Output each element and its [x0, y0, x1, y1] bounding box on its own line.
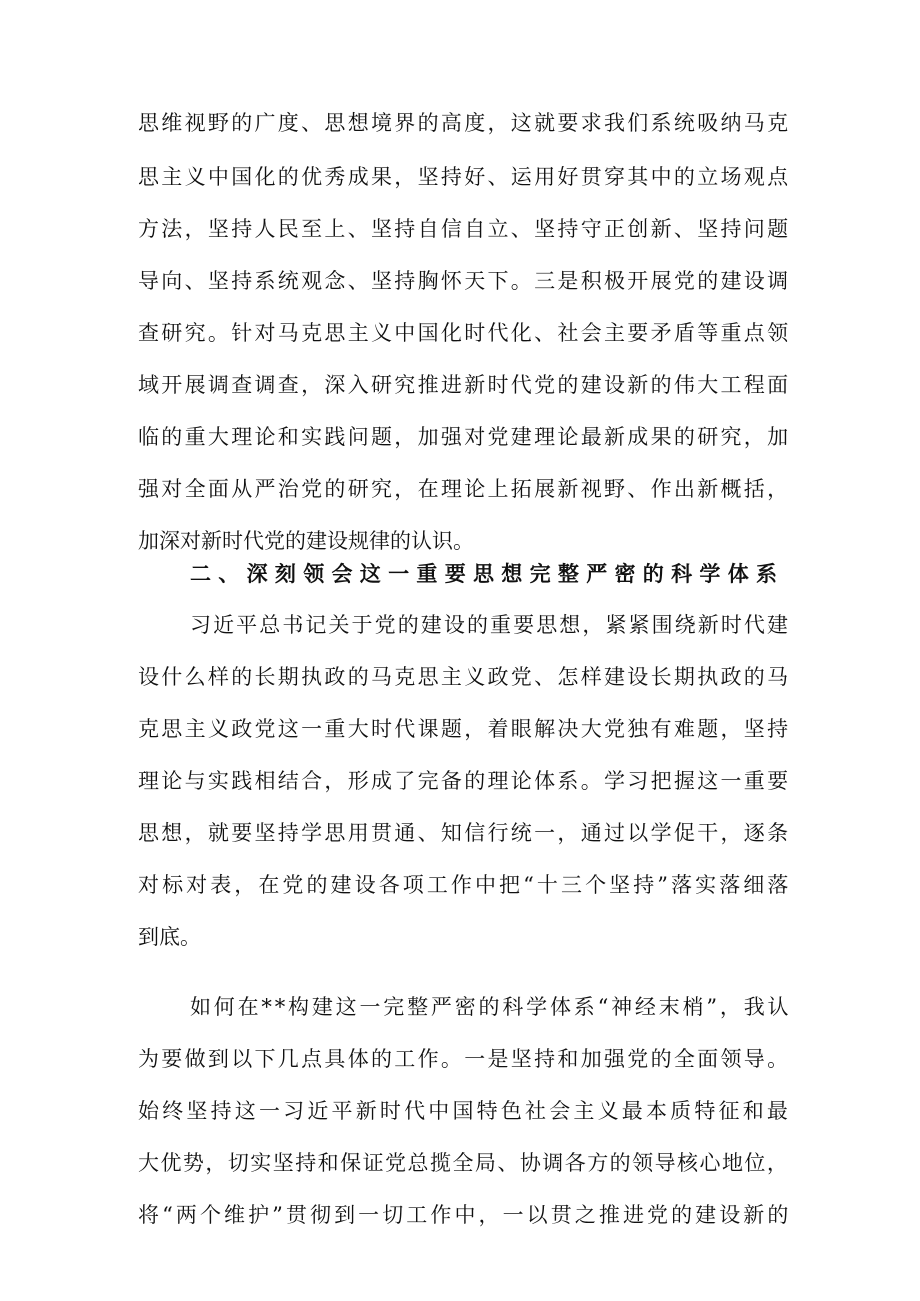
text-line: 始终坚持这一习近平新时代中国特色社会主义最本质特征和最	[138, 1099, 792, 1123]
text-line: 到底。	[138, 925, 201, 949]
text-line: 大优势，切实坚持和保证党总揽全局、协调各方的领导核心地位，	[138, 1151, 790, 1175]
text-line: 加深对新时代党的建设规律的认识。	[138, 529, 474, 553]
text-line: 设什么样的长期执政的马克思主义政党、怎样建设长期执政的马	[138, 665, 791, 689]
text-line: 为要做到以下几点具体的工作。一是坚持和加强党的全面领导。	[138, 1047, 791, 1071]
text-line: 域开展调查调查，深入研究推进新时代党的建设新的伟大工程面	[138, 373, 791, 397]
text-line: 思主义中国化的优秀成果，坚持好、运用好贯穿其中的立场观点	[138, 165, 791, 189]
text-line: 强对全面从严治党的研究，在理论上拓展新视野、作出新概括，	[138, 477, 791, 501]
text-line: 查研究。针对马克思主义中国化时代化、社会主要矛盾等重点领	[138, 321, 791, 345]
text-line: 如何在**构建这一完整严密的科学体系“神经末梢”，我认	[190, 995, 792, 1019]
text-line: 习近平总书记关于党的建设的重要思想，紧紧围绕新时代建	[190, 613, 791, 637]
text-line: 将“两个维护”贯彻到一切工作中，一以贯之推进党的建设新的	[138, 1203, 792, 1227]
text-line: 理论与实践相结合，形成了完备的理论体系。学习把握这一重要	[138, 769, 791, 793]
text-line: 对标对表，在党的建设各项工作中把“十三个坚持”落实落细落	[138, 873, 792, 897]
text-line: 方法，坚持人民至上、坚持自信自立、坚持守正创新、坚持问题	[138, 217, 791, 241]
text-line: 思维视野的广度、思想境界的高度，这就要求我们系统吸纳马克	[138, 111, 791, 135]
text-line: 克思主义政党这一重大时代课题，着眼解决大党独有难题，坚持	[138, 717, 791, 741]
text-line: 临的重大理论和实践问题，加强对党建理论最新成果的研究，加	[138, 425, 791, 449]
text-line: 思想，就要坚持学思用贯通、知信行统一，通过以学促干，逐条	[138, 821, 791, 845]
section-heading: 二、深刻领会这一重要思想完整严密的科学体系	[190, 562, 785, 586]
text-line: 导向、坚持系统观念、坚持胸怀天下。三是积极开展党的建设调	[138, 269, 791, 293]
